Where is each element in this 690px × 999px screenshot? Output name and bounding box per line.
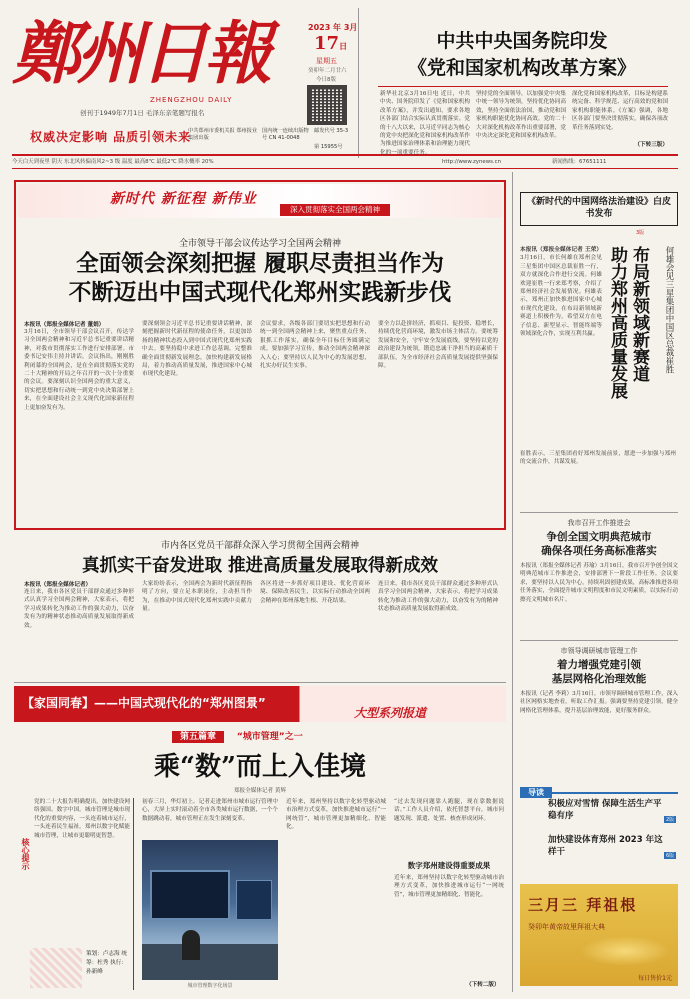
- feature-deco: [30, 948, 82, 988]
- desk: [142, 944, 278, 980]
- feature-byline: 郑报全媒体记者 黄辉: [233, 788, 287, 794]
- lead-headline[interactable]: [18, 250, 502, 308]
- photo-caption: 城市管理数字化场景: [187, 983, 233, 989]
- whitepaper-page[interactable]: 3版: [636, 230, 645, 236]
- meeting-headline-line2: 助力郑州高质量发展: [607, 246, 627, 399]
- meeting-headline-line1: 布局新领域新赛道: [629, 246, 649, 382]
- lead-col4: 要全力以赴拼经济，抓项目、促投资、稳增长，持续优化营商环境，激发市场主体活力。要统筹发展和安全，守牢安全发展底线。要坚持以党的政治建设为统领，锻造忠诚干净担当的高素质干部队伍，为全市经济社会高质量发展提供坚强保障。: [378, 321, 498, 370]
- top-story-col2: 坚持党的全面领导，以加强党中央集中统一领导为统领，坚持优化协同高效，坚持全面依法治国，推动党和国家机构职能优化协同高效。党的二十大对深化机构改革作出重要部署，党中央决定深化党和国家机构改革。: [476, 91, 566, 140]
- feature-sidebar: [16, 798, 134, 990]
- ad-banner[interactable]: [520, 884, 678, 986]
- banner-slogan: 新时代 新征程 新伟业: [110, 191, 257, 207]
- top-story-rule: [378, 86, 668, 87]
- lead-headline-line1: 全面领会深刻把握 履职尽责担当作为: [76, 251, 444, 277]
- second-col4: 连日来，我市各区党员干部群众通过多种形式认真学习全国两会精神，大家表示，将把学习成果转化为推动工作的强大动力，以奋发有为的精神状态推动高质量发展取得新成效。: [378, 581, 498, 613]
- meeting-body-more: 崔胜表示，三星集团看好郑州发展前景，愿进一步加强与郑州的交流合作，共谋发展。: [520, 451, 676, 466]
- ad-price: 每日售价1元: [638, 975, 672, 982]
- guide-item-2-title: 加快建设体育郑州 2023 年这样干: [548, 835, 663, 857]
- meeting-body: 本报讯（郑报全媒体记者 王荣）3月16日，市长何雄在郑州会见三星集团中国区总裁崔胜一行，双方就深化合作进行交流。何雄欢迎崔胜一行来郑考察，介绍了郑州经济社会发展情况。何雄表示，郑州正加快推进国家中心城市现代化建设，在布局新领域新赛道上积极作为，希望双方在电子信息、新型显示、智能终端等领域深化合作，实现互利共赢。: [520, 247, 602, 338]
- whitepaper-title: 《新时代的中国网络法治建设》白皮书发布: [527, 197, 672, 219]
- second-headline[interactable]: 真抓实干奋发进取 推进高质量发展取得新成效: [81, 556, 439, 576]
- grid-body: 本报讯（记者 李莉）3月16日，市领导调研城市管理工作，深入社区网格实地查看，听取工作汇报。强调要坚持党建引领，健全网格化管理体系，提升基层治理效能，更好服务群众。: [520, 691, 678, 714]
- post-code: 邮发代号 35-3: [314, 128, 349, 134]
- right-rule-2: [520, 640, 678, 641]
- meeting-headline[interactable]: [606, 246, 650, 446]
- publisher-info: 中共郑州市委机关报 郑州报业集团出版: [188, 128, 258, 141]
- weather-text: 今天白天到夜里 阴天 东北风转偏南风2~3 级 温度 最高8℃ 最低2℃ 降水概率 20%: [12, 159, 214, 165]
- chapter-topic: “城市管理”之一: [236, 732, 303, 742]
- lead-headline-line2: 不断迈出中国式现代化郑州实践新步伐: [68, 280, 452, 306]
- weather-bar: [12, 157, 678, 167]
- guide-item-1-page[interactable]: 2版: [666, 817, 675, 823]
- lead-col2: 要深刻领会习近平总书记重要讲话精神，深刻把握新时代新征程的使命任务，以更加昂扬的精神状态投入到中国式现代化郑州实践中去。要坚持稳中求进工作总基调，完整准确全面贯彻新发展理念，加快构建新发展格局，着力推动高质量发展，推进国家中心城市现代化建设。: [142, 321, 252, 378]
- date-day: 17日: [314, 33, 348, 54]
- top-story-col3: 深化党和国家机构改革，目标是构建系统完备、科学规范、运行高效的党和国家机构职能体系。《方案》强调，各地区各部门要坚决贯彻落实，确保各项改革任务落到实处。: [572, 91, 668, 131]
- feature-credits: 策划：卢志海 统筹：杜秀 执行：孙新峰: [86, 951, 127, 975]
- person-silhouette: [182, 930, 200, 960]
- top-story-title: 中共中央国务院印发 《党和国家机构改革方案》: [407, 30, 636, 79]
- chapter-label: 第五篇章: [172, 731, 224, 743]
- guide-label: 导读: [520, 787, 552, 798]
- feature-body2: 近年来，郑州坚持以数字化转型驱动城市治理方式变革，加快推进城市运行“一网统管”，城市管理更加精细化、智能化。: [286, 799, 386, 831]
- civilization-headline[interactable]: 争创全国文明典范城市 确保各项任务高标准落实: [541, 531, 657, 557]
- top-story[interactable]: [366, 10, 678, 156]
- guide-item-1-title: 积极应对雪情 保障生活生产平稳有序: [548, 799, 662, 821]
- top-story-more[interactable]: （下转三版）: [634, 142, 668, 148]
- feature-top-rule: [14, 682, 506, 683]
- whitepaper-box[interactable]: [520, 192, 678, 226]
- guide-item-1[interactable]: [548, 798, 668, 822]
- guide-item-2-page[interactable]: 6版: [666, 853, 675, 859]
- second-byline: 本报讯（郑报全媒体记者）: [24, 582, 92, 588]
- meeting-kicker: 何雄会见三星集团中国区总裁崔胜: [664, 246, 674, 374]
- grid-headline[interactable]: 着力增强党建引领 基层网格化治理效能: [551, 659, 647, 685]
- date-lunar: 癸卯年二月廿六: [308, 68, 347, 74]
- feature-body1: 初春三月，华灯初上。记者走进郑州市城市运行管理中心，大屏上实时滚动着全市各类城市运行数据，一个个数据跳动着，城市管理正在发生深刻变革。: [142, 799, 278, 822]
- date-pages: 今日8版: [316, 77, 336, 83]
- founded-line: 创刊于1949年7月1日 毛泽东亲笔题写报名: [80, 109, 205, 117]
- lead-banner: [18, 184, 502, 218]
- ad-sub: 癸卯年黄帝故里拜祖大典: [528, 923, 605, 931]
- feature-body4: 近年来，郑州坚持以数字化转型驱动城市治理方式变革，加快推进城市运行“一网统管”，城市管理更加精细化、智能化。: [394, 875, 504, 898]
- weather-bar-bottom: [12, 168, 678, 169]
- screen-panel: [236, 880, 272, 920]
- lead-col1: 3月16日，全市领导干部会议召开，传达学习全国两会精神和习近平总书记重要讲话精神，对我市贯彻落实工作进行安排部署。市委书记安伟主持并讲话。会议指出，刚刚胜利闭幕的全国两会，是在全面贯彻落实党的二十大精神的开局之年召开的一次十分重要的会议。要深刻认识全国两会的重大意义，切实把思想和行动统一到党中央决策部署上来，在全面建设社会主义现代化国家新征程上更加奋发有为。: [24, 329, 134, 411]
- lead-kicker: 全市领导干部会议传达学习全国两会精神: [178, 239, 341, 249]
- feature-subhead: 数字郑州建设得重要成果: [407, 861, 491, 870]
- ad-title: 三月三 拜祖根: [528, 896, 638, 914]
- feature-body3: “过去发现问题靠人跑腿，现在靠数据说话。”工作人员介绍，依托智慧平台，城市问题发现、派遣、处置、核查形成闭环。: [394, 799, 504, 822]
- lead-byline: 本报讯（郑报全媒体记者 董娟）: [24, 322, 105, 328]
- second-col2: 大家纷纷表示，全国两会为新时代新征程指明了方向，要立足本职岗位，主动担当作为，在推动中国式现代化郑州实践中贡献力量。: [142, 581, 252, 613]
- serial-number: 第 15955号: [314, 144, 343, 150]
- feature-banner-sub: 大型系列报道: [354, 706, 427, 720]
- grid-kicker: 市领导调研城市管理工作: [560, 647, 638, 655]
- top-story-col1: 新华社北京3月16日电 近日，中共中央、国务院印发了《党和国家机构改革方案》，并发出通知，要求各地区各部门结合实际认真贯彻落实。党的十八大以来，以习近平同志为核心的党中央把深化党和国家机构改革作为推进国家治理体系和治理能力现代化的一项重要任务。: [380, 91, 470, 156]
- feature-banner-text: 【家国同春】——中国式现代化的“郑州图景”: [22, 696, 266, 710]
- website-link[interactable]: http://www.zynews.cn: [442, 159, 502, 165]
- date-year: 2023 年 3月: [308, 23, 358, 32]
- second-col3: 各区将进一步抓好项目建设、优化营商环境、保障改善民生，以实际行动推动全国两会精神在郑州落地生根、开花结果。: [260, 581, 370, 604]
- guide-header: [520, 780, 678, 797]
- feature-headline[interactable]: 乘“数”而上入佳境: [154, 752, 366, 782]
- cn-code: 国内统一连续出版物号 CN 41-0048: [262, 128, 309, 141]
- feature-photo[interactable]: [142, 840, 278, 980]
- lead-col3: 会议要求，各级各部门要切实把思想和行动统一到全国两会精神上来，聚焦重点任务，狠抓工作落实，确保全年目标任务圆满完成。要加强学习宣传，推动全国两会精神深入人心；要坚持以人民为中心的发展思想，扎实办好民生实事。: [260, 321, 370, 370]
- guide-item-2[interactable]: [548, 834, 668, 858]
- newspaper-logo: 鄭州日報: [12, 14, 269, 94]
- screen-wall: [150, 870, 230, 920]
- feature-banner: [14, 686, 506, 722]
- motto: 权威决定影响 品质引领未来: [30, 130, 192, 144]
- feature-chapter: [172, 729, 303, 742]
- ad-deco: [580, 936, 670, 966]
- masthead-right-rule: [358, 8, 359, 158]
- hotline: 新闻热线：67651111: [552, 159, 607, 165]
- qr-code-icon: [307, 85, 347, 125]
- right-rule-1: [520, 512, 678, 513]
- civilization-kicker: 我市召开工作推进会: [567, 519, 631, 527]
- second-kicker: 市内各区党员干部群众深入学习贯彻全国两会精神: [160, 541, 359, 551]
- civilization-body: 本报讯（郑报全媒体记者 苏瑜）3月16日，我市召开争创全国文明典范城市工作推进会，安排部署下一阶段工作任务。会议要求，要坚持以人民为中心，持续巩固创建成果，高标准推进各项任务落实，全面提升城市文明程度和市民文明素质，以实际行动擦亮文明城市名片。: [520, 563, 678, 603]
- core-hint-label: 核心提示: [21, 838, 30, 870]
- weather-bar-top: [12, 154, 678, 156]
- second-col1: 连日来，我市各区党员干部群众通过多种形式认真学习全国两会精神，大家表示，将把学习成果转化为推动工作的强大动力，以奋发有为的精神状态推动高质量发展取得新成效。: [24, 589, 134, 629]
- date-weekday: 星期五: [316, 57, 337, 65]
- feature-more[interactable]: （下转二版）: [466, 982, 500, 988]
- logo-english: ZHENGZHOU DAILY: [150, 96, 233, 104]
- right-col-rule: [512, 172, 513, 992]
- core-hint-text: 党的二十大报告明确提出，加快建设网络强国、数字中国。城市管理是城市现代化的重要内容，一头连着城市运行，一头连着民生福祉。郑州以数字化赋能城市管理，让城市更聪明更智慧。: [34, 799, 130, 839]
- banner-tag: 深入贯彻落实全国两会精神: [280, 204, 390, 216]
